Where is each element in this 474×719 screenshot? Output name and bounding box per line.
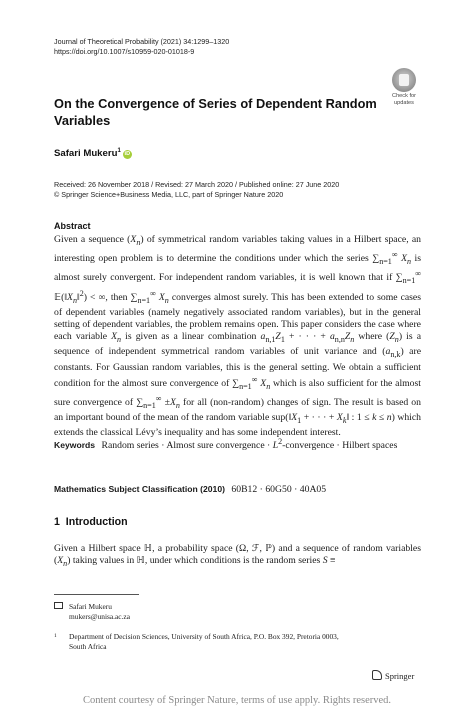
bookmark-icon: [392, 68, 416, 92]
msc-label: Mathematics Subject Classification (2010): [54, 484, 225, 494]
abstract-body: Given a sequence $(X_n)$ of symmetrical random variables taking values in a Hilbert space, an interesting open problem is to determine the conditions under which the series $\sum_{n=1}^\infty$ $X_n$ is almost surely convergent. For independent random variables, it is well known that if $\sum_{n=1}^\infty$ $𝔼(‖X_n‖^2)$ < ∞, then $\sum_{n=1}^\infty$ $X_n$ converges almost surely. This has been extended to some cases of dependent variables (namely negatively associated random variables), but in the general setting of dependent variables, the problem remains open. This paper considers the case where each variable $X_n$ is given as a linear combination $a_{n,1}Z_1$ + · · · + $a_{n,n}Z_n$ where $(Z_n)$ is a sequence of independent symmetrical random variables of unit variance and $(a_{n,k})$ are constants. For Gaussian random variables, this is the general setting. We obtain a sufficient condition for the almost sure convergence of $\sum_{n=1}^\infty$ $X_n$ which is also sufficient for the almost sure convergence of $\sum_{n=1}^\infty \pm X_n$ for all (non-random) changes of sign. The result is based on an important bound of the mean of the random variable $sup(‖X_1$ + · · · + $X_k‖$ : 1 ≤ k ≤ n) which extends the classical Lévy’s inequality and has some independent interest.: [54, 234, 422, 439]
badge-line1: Check for: [392, 93, 416, 99]
publisher-name: Springer: [385, 671, 415, 681]
author-affiliation-mark: 1: [117, 148, 121, 154]
correspondence-email[interactable]: mukers@unisa.ac.za: [69, 612, 130, 621]
copyright-notice: © Springer Science+Business Media, LLC, part of Springer Nature 2020: [54, 190, 284, 199]
abstract-heading: Abstract: [54, 221, 91, 231]
affiliation-line1: Department of Decision Sciences, University of South Africa, P.O. Box 392, Pretoria 0003,: [69, 632, 339, 641]
badge-line2: updates: [394, 100, 414, 107]
journal-citation: Journal of Theoretical Probability (2021) 34:1299–1320: [54, 37, 230, 46]
correspondence-name: Safari Mukeru: [69, 602, 112, 611]
affiliation-block: [54, 632, 339, 652]
courtesy-footer: Content courtesy of Springer Nature, terms of use apply. Rights reserved.: [82, 695, 392, 706]
introduction-text: Given a Hilbert space ℍ, a probability space (Ω, ℱ, ℙ) and a sequence of random variables $(X_n)$ taking values in ℍ, under which conditions is the random series S ≡: [54, 543, 421, 569]
affiliation-line2: South Africa: [69, 642, 107, 651]
section-title: Introduction: [65, 516, 128, 528]
author-name[interactable]: Safari Mukeru: [54, 148, 118, 160]
journal-header: [54, 37, 229, 57]
envelope-icon: [54, 602, 63, 609]
doi-link[interactable]: https://doi.org/10.1007/s10959-020-01018-9: [54, 47, 195, 56]
footnote-divider: [54, 594, 139, 595]
subject-classification: [54, 484, 326, 495]
author-line: [54, 148, 132, 159]
keywords: Keywords Random series · Almost sure convergence · $L^2$-convergence · Hilbert spaces: [54, 437, 398, 452]
section-number: 1: [54, 516, 60, 528]
keywords-label: Keywords: [54, 440, 96, 451]
springer-horse-icon: [372, 670, 382, 680]
paper-title: On the Convergence of Series of Dependent Random Variables: [54, 96, 377, 128]
publisher-logo: [372, 670, 414, 681]
publication-dates: [54, 180, 339, 200]
orcid-icon[interactable]: iD: [124, 151, 131, 158]
correspondence-block: [54, 602, 130, 622]
history-dates: Received: 26 November 2018 / Revised: 27 March 2020 / Published online: 27 June 2020: [54, 180, 340, 189]
msc-codes: 60B12 · 60G50 · 40A05: [231, 484, 327, 495]
affiliation-number: 1: [54, 633, 57, 639]
section-heading: [54, 516, 128, 528]
